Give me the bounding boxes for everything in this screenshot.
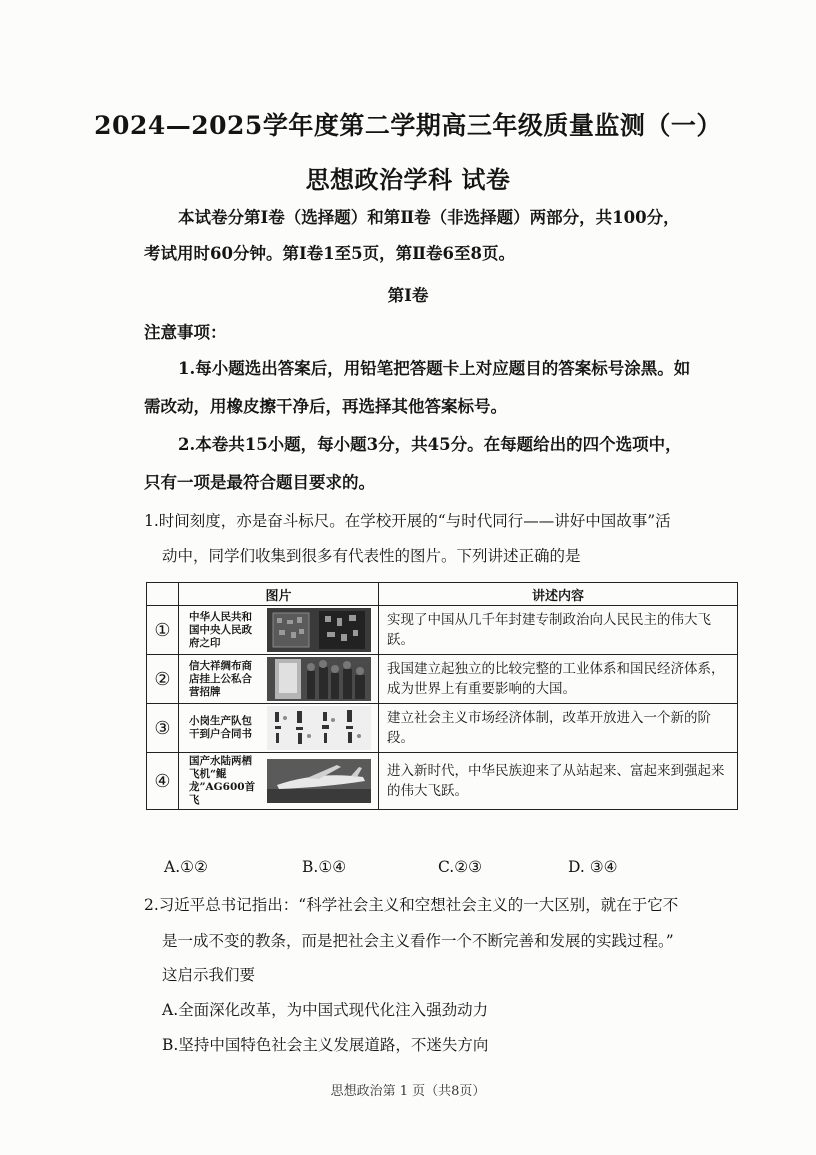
q1-option-b: B.①④	[302, 858, 347, 876]
note-2-line-1: 2.本卷共15小题，每小题3分，共45分。在每题给出的四个选项中，	[178, 435, 682, 454]
q2-option-b: B.坚持中国特色社会主义发展道路，不迷失方向	[162, 1036, 489, 1054]
picture-caption: 国产水陆两栖飞机“鲲龙”AG600首飞	[189, 755, 256, 806]
table-header-blank	[147, 583, 179, 606]
row-number: ①	[147, 606, 179, 655]
picture-caption: 中华人民共和国中央人民政府之印	[189, 610, 252, 649]
q1-option-c: C.②③	[438, 858, 483, 876]
row-number: ③	[147, 704, 179, 753]
table-row	[147, 606, 738, 655]
row-number: ②	[147, 655, 179, 704]
table-header-description: 讲述内容	[379, 583, 738, 606]
q1-option-d: D. ③④	[568, 858, 618, 876]
shop-sign-photo	[267, 657, 371, 701]
table-row	[147, 704, 738, 753]
description-text: 我国建立起独立的比较完整的工业体系和国民经济体系，成为世界上有重要影响的大国。	[379, 655, 738, 704]
exam-subtitle: 思想政治学科 试卷	[305, 165, 511, 194]
note-1-line-1: 1.每小题选出答案后，用铅笔把答题卡上对应题目的答案标号涂黑。如	[178, 359, 691, 378]
seal-photo	[267, 608, 371, 652]
intro-line-2: 考试用时60分钟。第Ⅰ卷1至5页，第Ⅱ卷6至8页。	[144, 244, 516, 263]
table-row	[147, 753, 738, 810]
notes-heading: 注意事项：	[144, 323, 227, 342]
picture-caption: 小岗生产队包干到户合同书	[189, 715, 252, 740]
row-number: ④	[147, 753, 179, 810]
table-header-picture: 图片	[179, 583, 379, 606]
intro-line-1: 本试卷分第Ⅰ卷（选择题）和第Ⅱ卷（非选择题）两部分，共100分，	[178, 208, 680, 227]
section-title: 第Ⅰ卷	[387, 286, 429, 305]
q2-stem-line-3: 这启示我们要	[162, 966, 256, 984]
contract-document-photo	[267, 706, 371, 750]
q1-table	[146, 582, 738, 810]
q2-stem-line-2: 是一成不变的教条，而是把社会主义看作一个不断完善和发展的实践过程。”	[162, 932, 674, 950]
exam-title: 2024—2025学年度第二学期高三年级质量监测（一）	[94, 111, 722, 140]
page-footer: 思想政治第 1 页（共8页）	[330, 1084, 486, 1099]
q1-stem-line-2: 动中，同学们收集到很多有代表性的图片。下列讲述正确的是	[162, 547, 581, 565]
picture-caption: 信大祥绸布商店挂上公私合营招牌	[189, 659, 252, 698]
seaplane-photo	[267, 759, 371, 803]
note-1-line-2: 需改动，用橡皮擦干净后，再选择其他答案标号。	[144, 397, 507, 416]
q2-option-a: A.全面深化改革，为中国式现代化注入强劲动力	[162, 1001, 489, 1019]
q1-stem-line-1: 1.时间刻度，亦是奋斗标尺。在学校开展的“与时代同行——讲好中国故事”活	[144, 512, 671, 530]
note-2-line-2: 只有一项是最符合题目要求的。	[144, 473, 375, 492]
table-row	[147, 655, 738, 704]
description-text: 实现了中国从几千年封建专制政治向人民民主的伟大飞跃。	[379, 606, 738, 655]
description-text: 进入新时代，中华民族迎来了从站起来、富起来到强起来的伟大飞跃。	[379, 753, 738, 810]
description-text: 建立社会主义市场经济体制，改革开放进入一个新的阶段。	[379, 704, 738, 753]
q1-option-a: A.①②	[164, 858, 208, 876]
q2-stem-line-1: 2.习近平总书记指出：“科学社会主义和空想社会主义的一大区别，就在于它不	[144, 896, 679, 914]
